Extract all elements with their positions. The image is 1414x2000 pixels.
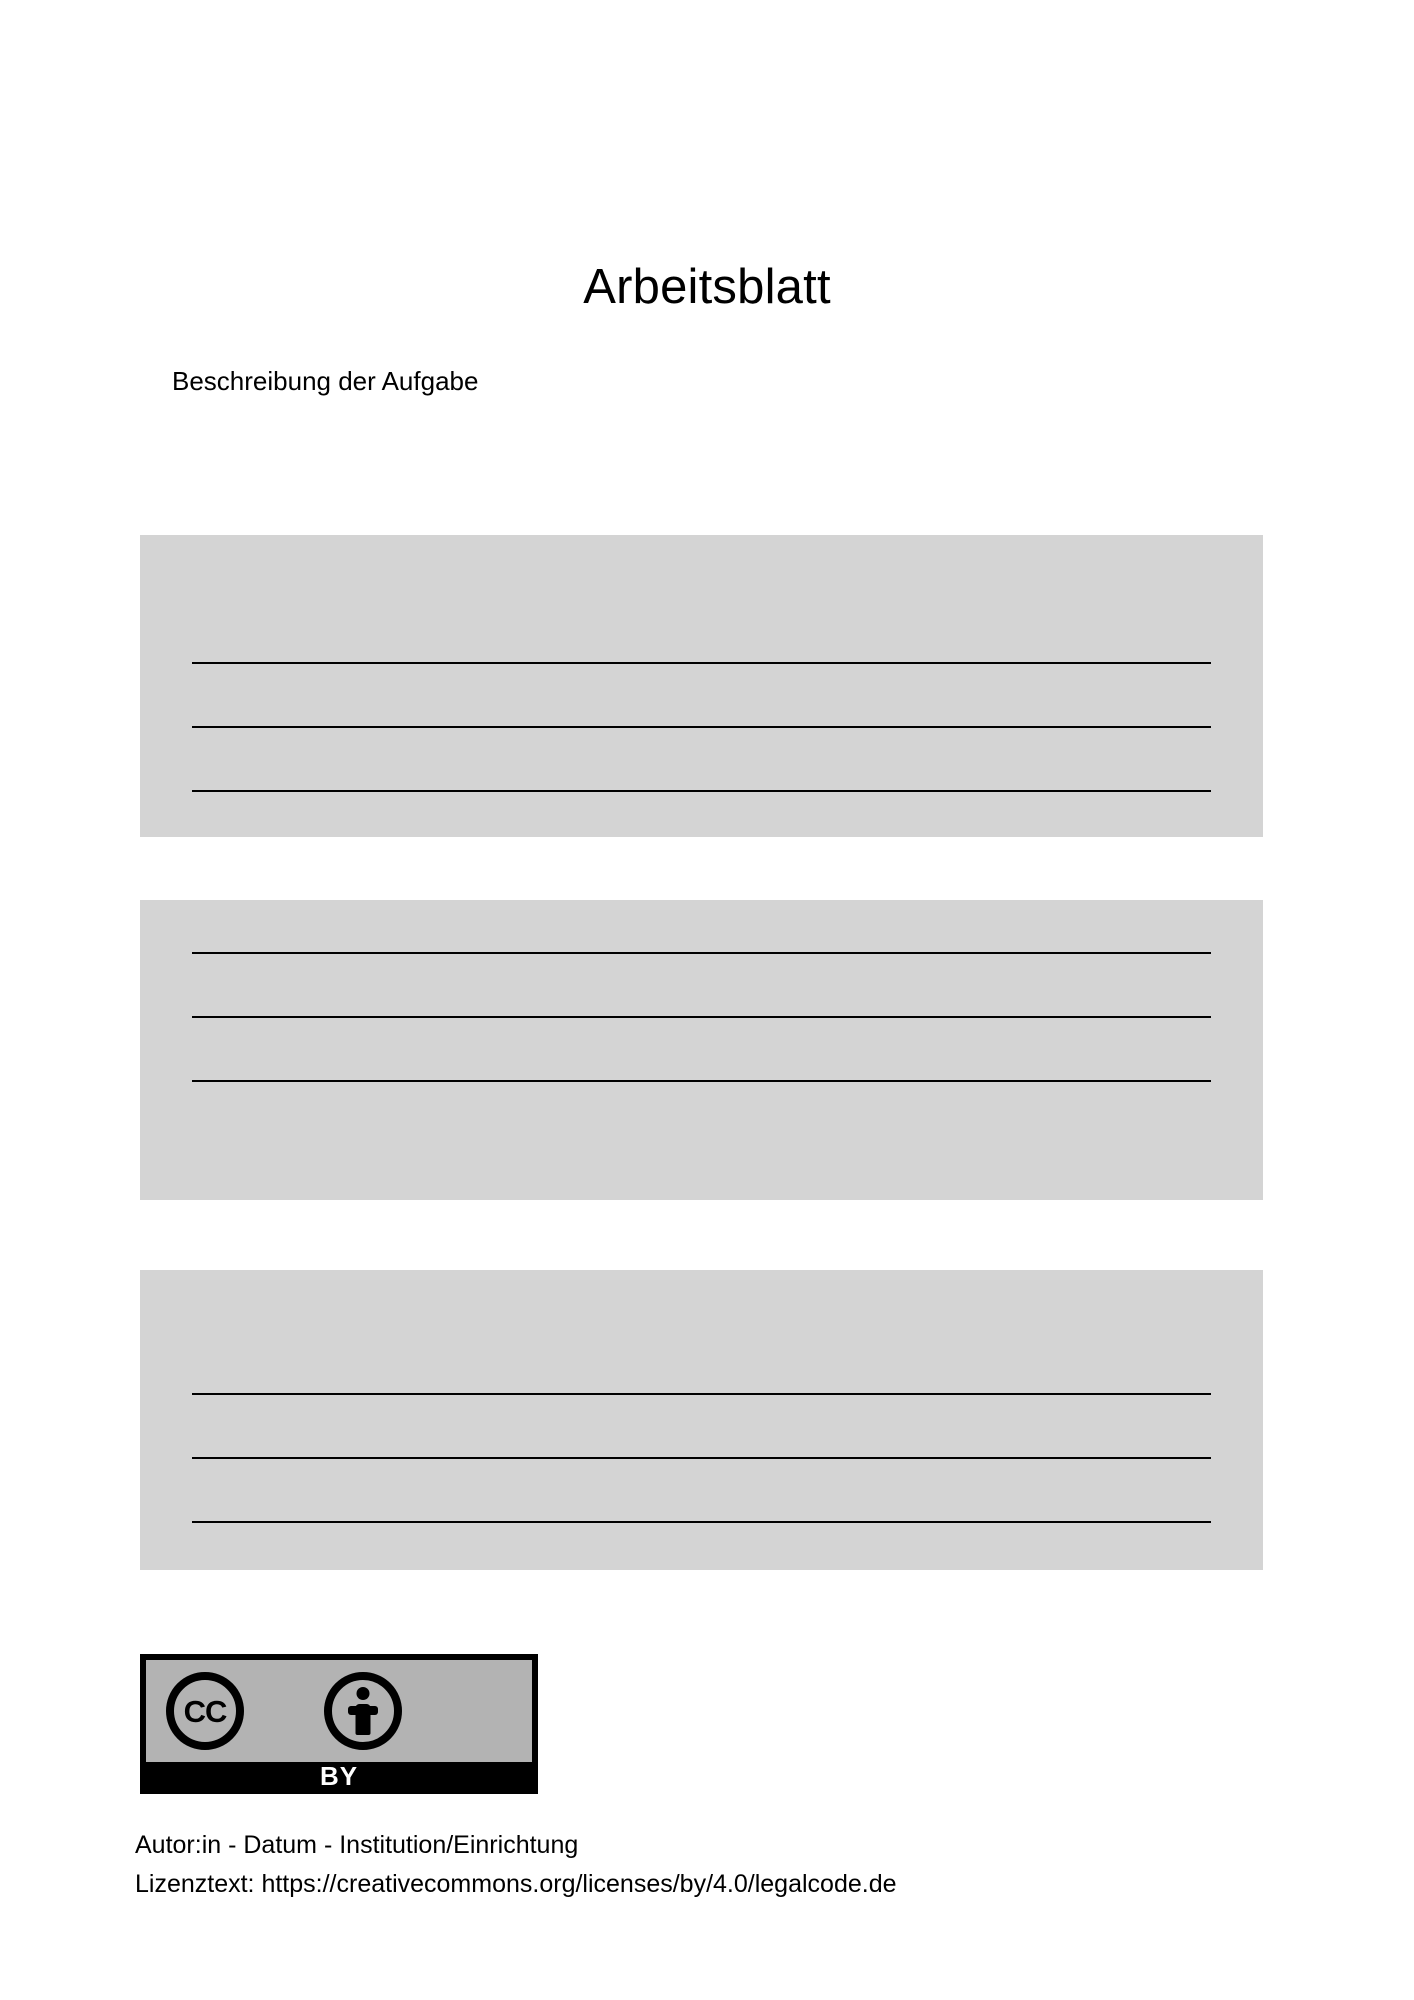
- answer-block[interactable]: [140, 535, 1263, 837]
- attribution-person-icon: [324, 1672, 402, 1750]
- writing-line: [192, 1393, 1211, 1395]
- writing-line: [192, 952, 1211, 954]
- writing-line: [192, 1080, 1211, 1082]
- person-head: [357, 1687, 370, 1700]
- writing-line: [192, 790, 1211, 792]
- person-body: [356, 1704, 371, 1735]
- task-description: Beschreibung der Aufgabe: [172, 366, 479, 396]
- page-title: Arbeitsblatt: [583, 259, 831, 314]
- cc-badge-upper-row: [140, 1654, 538, 1762]
- creative-commons-icon: [166, 1672, 244, 1750]
- answer-block[interactable]: [140, 1270, 1263, 1570]
- cc-by-label: BY: [319, 1761, 359, 1791]
- writing-lines: [192, 662, 1211, 792]
- writing-lines: [192, 952, 1211, 1082]
- footer-credits-line: Autor:in - Datum - Institution/Einrichtung: [135, 1831, 579, 1859]
- writing-line: [192, 1457, 1211, 1459]
- writing-line: [192, 662, 1211, 664]
- cc-badge-lower-row: [140, 1762, 538, 1794]
- cc-icon-label: CC: [183, 1693, 227, 1729]
- person-glyph: [348, 1687, 378, 1735]
- writing-line: [192, 1521, 1211, 1523]
- answer-block[interactable]: [140, 900, 1263, 1200]
- writing-line: [192, 726, 1211, 728]
- writing-lines: [192, 1393, 1211, 1523]
- footer: [135, 1826, 897, 1904]
- cc-license-badge[interactable]: [140, 1654, 538, 1794]
- writing-line: [192, 1016, 1211, 1018]
- footer-license-line[interactable]: Lizenztext: https://creativecommons.org/licenses/by/4.0/legalcode.de: [135, 1869, 897, 1898]
